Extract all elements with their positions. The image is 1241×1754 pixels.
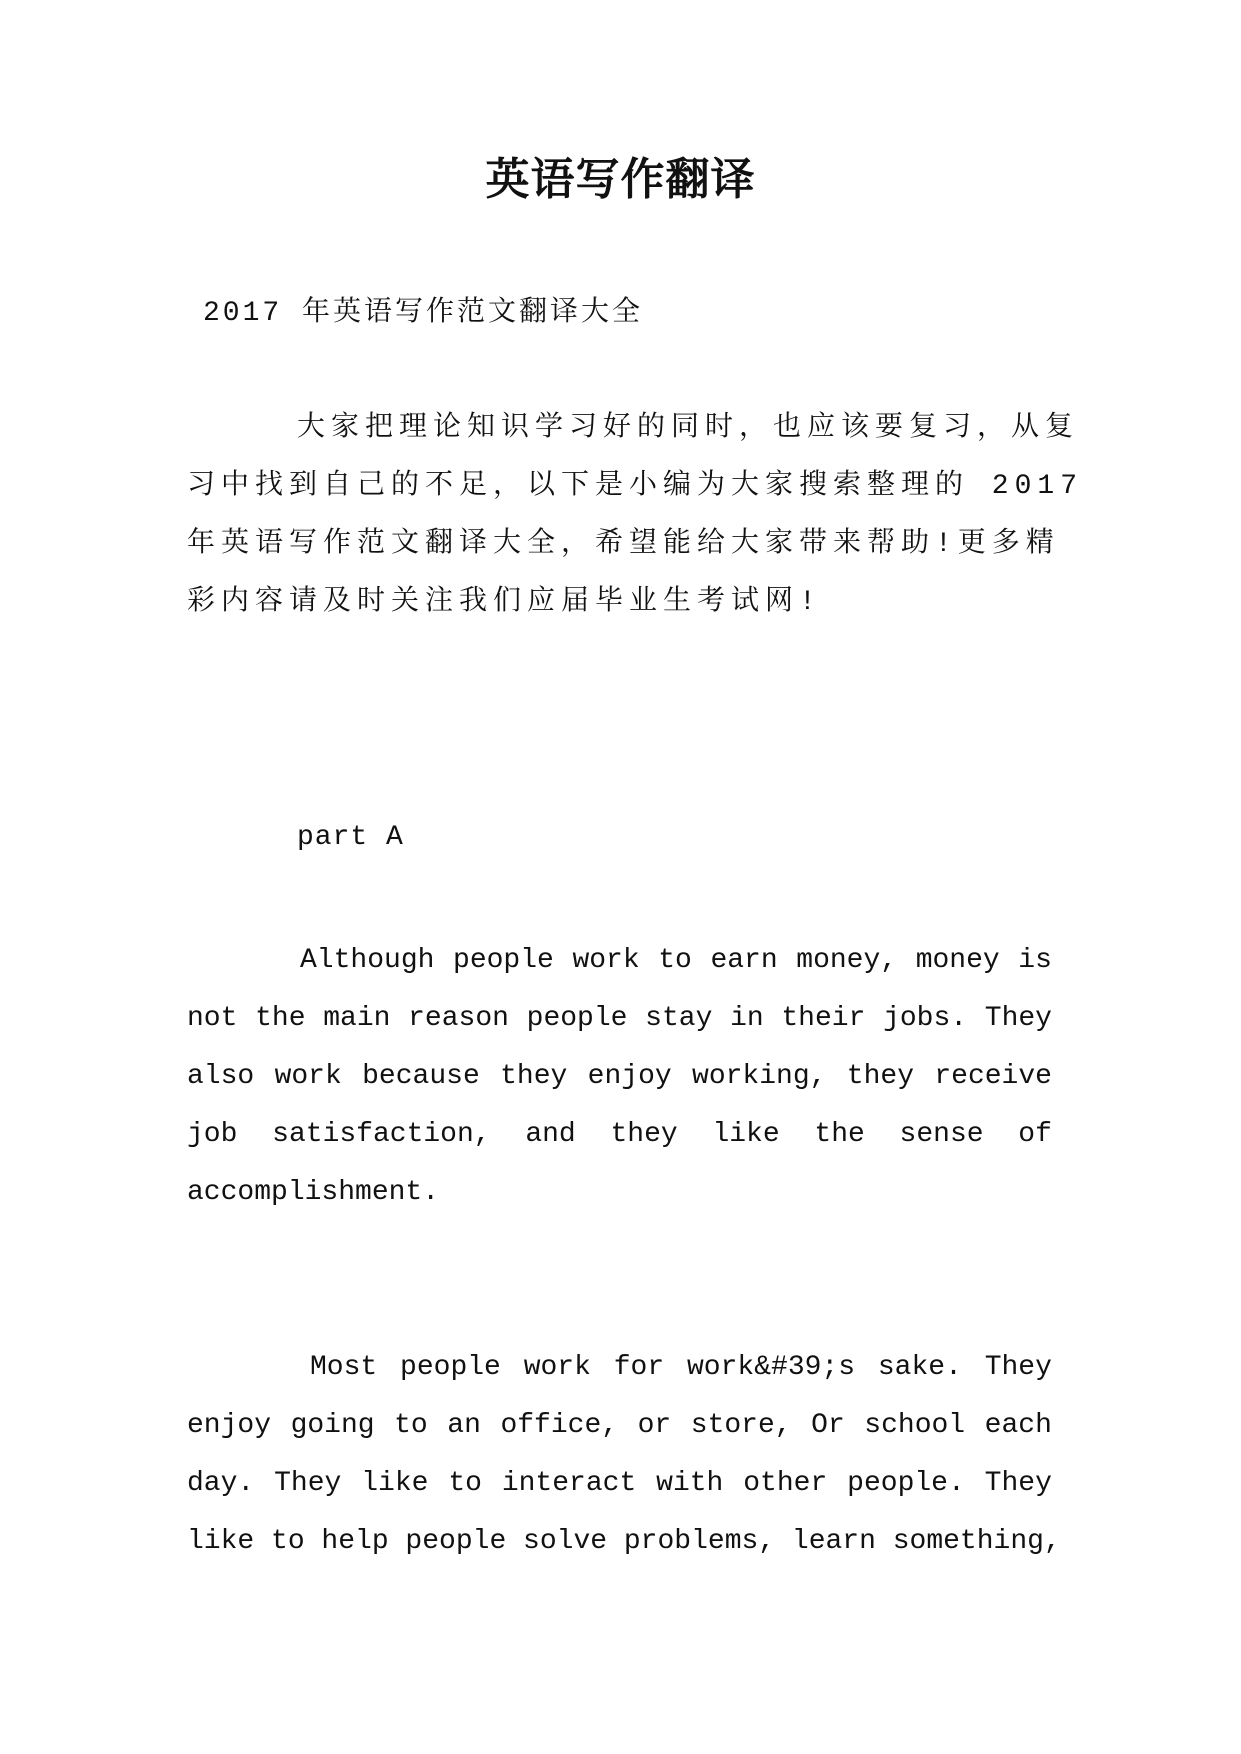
paragraph-2 bbox=[187, 1339, 1061, 1571]
paragraph-line: job satisfaction, and they like the sense of bbox=[187, 1119, 1052, 1150]
paragraph-line: day. They like to interact with other people. They bbox=[187, 1468, 1052, 1499]
paragraph-line: accomplishment. bbox=[187, 1177, 440, 1208]
section-heading: part A bbox=[297, 822, 404, 853]
paragraph-line: Most people work for work&#39;s sake. They bbox=[310, 1352, 1052, 1383]
intro-line: 习中找到自己的不足，以下是小编为大家搜索整理的 2017 bbox=[187, 471, 1084, 502]
document-title: 英语写作翻译 bbox=[485, 154, 756, 205]
paragraph-line: also work because they enjoy working, they receive bbox=[187, 1061, 1052, 1092]
document-subtitle: 2017 年英语写作范文翻译大全 bbox=[203, 298, 644, 329]
paragraph-line: enjoy going to an office, or store, Or school each bbox=[187, 1410, 1052, 1441]
intro-line: 彩内容请及时关注我们应届毕业生考试网! bbox=[187, 587, 822, 618]
paragraph-line: like to help people solve problems, learn something, bbox=[187, 1526, 1061, 1557]
paragraph-1 bbox=[187, 932, 1052, 1222]
paragraph-line: not the main reason people stay in their jobs. They bbox=[187, 1003, 1052, 1034]
intro-line: 大家把理论知识学习好的同时，也应该要复习，从复 bbox=[297, 413, 1080, 444]
intro-paragraph bbox=[187, 400, 1084, 632]
paragraph-line: Although people work to earn money, money is bbox=[300, 945, 1052, 976]
intro-line: 年英语写作范文翻译大全，希望能给大家带来帮助!更多精 bbox=[187, 529, 1060, 560]
